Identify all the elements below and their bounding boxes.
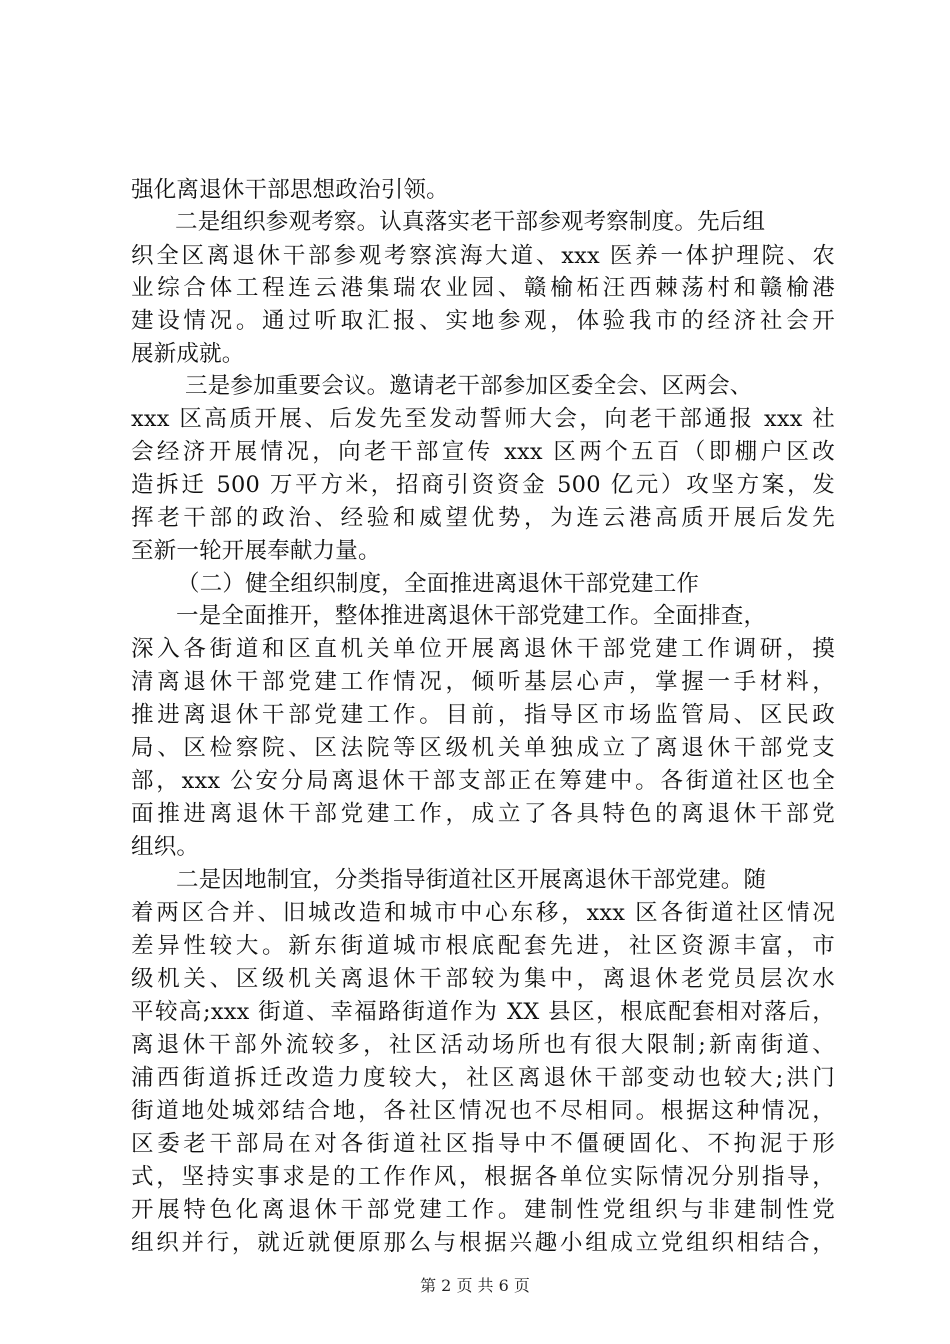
page-number-footer: 第 2 页 共 6 页	[420, 1276, 530, 1295]
body-text-line: 业综合体工程连云港集瑞农业园、赣榆柘汪西棘荡村和赣榆港	[131, 275, 835, 301]
body-text-line: 二是组织参观考察。认真落实老干部参观考察制度。先后组	[175, 209, 766, 235]
section-heading: （二）健全组织制度，全面推进离退休干部党建工作	[177, 571, 700, 597]
body-text-line: 局、区检察院、区法院等区级机关单独成立了离退休干部党支	[131, 735, 835, 761]
body-text-line: xxx 区高质开展、后发先至发动誓师大会，向老干部通报 xxx 社	[131, 406, 835, 432]
body-text-line: 离退休干部外流较多，社区活动场所也有很大限制;新南街道、	[131, 1032, 835, 1058]
body-text-line: 街道地处城郊结合地，各社区情况也不尽相同。根据这种情况，	[131, 1098, 835, 1124]
body-text-line: 级机关、区级机关离退休干部较为集中，离退休老党员层次水	[131, 966, 835, 992]
body-text-line: 一是全面推开，整体推进离退休干部党建工作。全面排查，	[176, 603, 767, 629]
body-text-line: 开展特色化离退休干部党建工作。建制性党组织与非建制性党	[131, 1197, 835, 1223]
body-text-line: 着两区合并、旧城改造和城市中心东移，xxx 区各街道社区情况	[131, 900, 835, 926]
body-text-line: 展新成就。	[131, 341, 245, 367]
body-text-line: 差异性较大。新东街道城市根底配套先进，社区资源丰富，市	[131, 933, 835, 959]
body-text-line: 会经济开展情况，向老干部宣传 xxx 区两个五百（即棚户区改	[131, 439, 835, 465]
body-text-line: 浦西街道拆迁改造力度较大，社区离退休干部变动也较大;洪门	[131, 1065, 835, 1091]
body-text-line: 组织并行，就近就便原那么与根据兴趣小组成立党组织相结合，	[131, 1230, 835, 1256]
body-text-line: 清离退休干部党建工作情况，倾听基层心声，掌握一手材料，	[131, 669, 835, 695]
body-text-line: 造拆迁 500 万平方米，招商引资资金 500 亿元）攻坚方案，发	[131, 472, 835, 498]
body-text-line: 部，xxx 公安分局离退休干部支部正在筹建中。各街道社区也全	[131, 768, 835, 794]
body-text-line: 织全区离退休干部参观考察滨海大道、xxx 医养一体护理院、农	[131, 243, 835, 269]
body-text-line: 强化离退休干部思想政治引领。	[131, 177, 449, 203]
body-text-line: 区委老干部局在对各街道社区指导中不僵硬固化、不拘泥于形	[131, 1131, 835, 1157]
body-text-line: 至新一轮开展奉献力量。	[131, 538, 381, 564]
body-text-line: 二是因地制宜，分类指导街道社区开展离退休干部党建。随	[176, 867, 767, 893]
body-text-line: 式，坚持实事求是的工作作风，根据各单位实际情况分别指导，	[131, 1164, 835, 1190]
body-text-line: 建设情况。通过听取汇报、实地参观，体验我市的经济社会开	[131, 308, 835, 334]
body-text-line: 组织。	[131, 834, 200, 860]
body-text-line: 深入各街道和区直机关单位开展离退休干部党建工作调研，摸	[131, 636, 835, 662]
body-text-line: 推进离退休干部党建工作。目前，指导区市场监管局、区民政	[131, 702, 835, 728]
body-text-line: 面推进离退休干部党建工作，成立了各具特色的离退休干部党	[131, 801, 835, 827]
body-text-line: 三是参加重要会议。邀请老干部参加区委全会、区两会、	[185, 373, 753, 399]
body-text-line: 挥老干部的政治、经验和威望优势，为连云港高质开展后发先	[131, 505, 835, 531]
body-text-line: 平较高;xxx 街道、幸福路街道作为 XX 县区，根底配套相对落后，	[131, 999, 835, 1025]
